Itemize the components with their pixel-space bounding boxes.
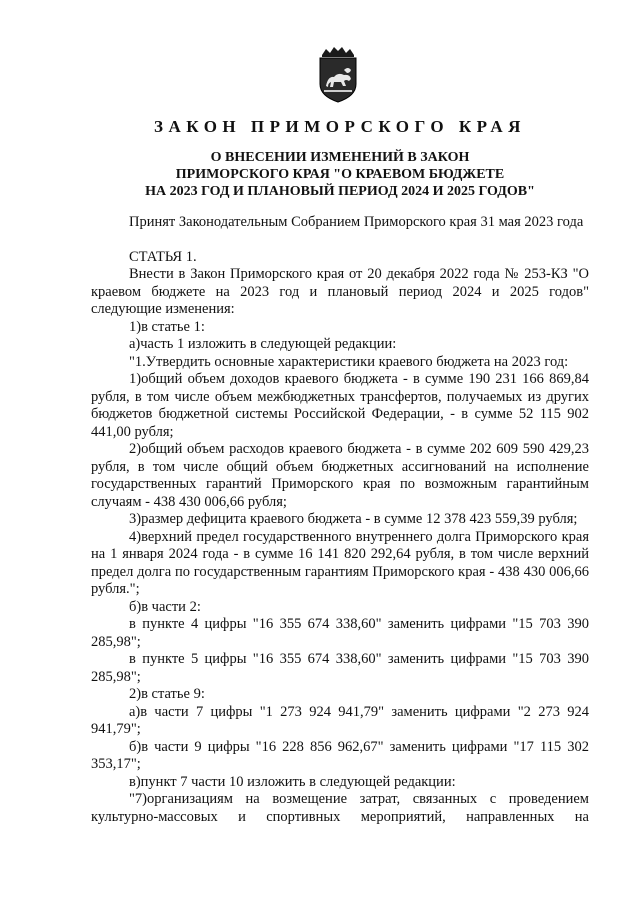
item-2b: б)в части 9 цифры "16 228 856 962,67" заменить цифрами "17 115 302 353,17"; [91,738,589,772]
clause-1: 1)общий объем доходов краевого бюджета - в сумме 190 231 166 869,84 рубля, в том числе объем межбюджетных трансфертов, получаемых из других бюджетов бюджетной системы Российской Федерации, - в сумме 52 115 902 441,00 рубля; [91,371,589,440]
item-2v-quote: "7)организациям на возмещение затрат, связанных с проведением культурно-массовых и спортивных мероприятий, направленных на [91,791,589,825]
primorsky-coat-of-arms-icon [316,46,360,104]
item-2: 2)в статье 9: [129,686,205,702]
intro-paragraph: Внести в Закон Приморского края от 20 декабря 2022 года № 253-КЗ "О краевом бюджете на 2023 год и плановый период 2024 и 2025 годов" следующие изменения: [91,266,589,317]
document-body [91,214,589,826]
law-subtitle [110,149,570,200]
clause-4: 4)верхний предел государственного внутреннего долга Приморского края на 1 января 2024 года - в сумме 16 141 820 292,64 рубля, в том числе верхний предел долга по государственным гарантиям Приморского края - 438 430 006,66 рубля."; [91,528,589,597]
subtitle-line: НА 2023 ГОД И ПЛАНОВЫЙ ПЕРИОД 2024 И 2025 ГОДОВ" [145,184,535,199]
item-1b-point-5: в пункте 5 цифры "16 355 674 338,60" заменить цифрами "15 703 390 285,98"; [91,651,589,685]
item-2a: а)в части 7 цифры "1 273 924 941,79" заменить цифрами "2 273 924 941,79"; [91,703,589,737]
item-1b: б)в части 2: [129,598,201,615]
subtitle-line: ПРИМОРСКОГО КРАЯ "О КРАЕВОМ БЮДЖЕТЕ [175,167,505,182]
item-1b-point-4: в пункте 4 цифры "16 355 674 338,60" заменить цифрами "15 703 390 285,98"; [91,616,589,650]
adopted-paragraph: Принят Законодательным Собранием Приморского края 31 мая 2023 года [129,214,584,230]
item-2v: в)пункт 7 части 10 изложить в следующей редакции: [129,773,456,790]
item-1-quote: "1.Утвердить основные характеристики краевого бюджета на 2023 год: [129,353,569,370]
article-heading: СТАТЬЯ 1. [129,248,197,265]
clause-3: 3)размер дефицита краевого бюджета - в сумме 12 378 423 559,39 рубля; [129,511,578,527]
clause-2: 2)общий объем расходов краевого бюджета - в сумме 202 609 590 429,23 рубля, в том числе общий объем бюджетных ассигнований на исполнение государственных гарантий Приморского края по возможным гарантийным случаям - 438 430 006,66 рубля; [91,441,589,510]
item-1a: а)часть 1 изложить в следующей редакции: [129,336,397,352]
item-1: 1)в статье 1: [129,318,205,335]
law-title: ЗАКОН ПРИМОРСКОГО КРАЯ [154,117,526,136]
subtitle-line: О ВНЕСЕНИИ ИЗМЕНЕНИЙ В ЗАКОН [210,150,470,165]
